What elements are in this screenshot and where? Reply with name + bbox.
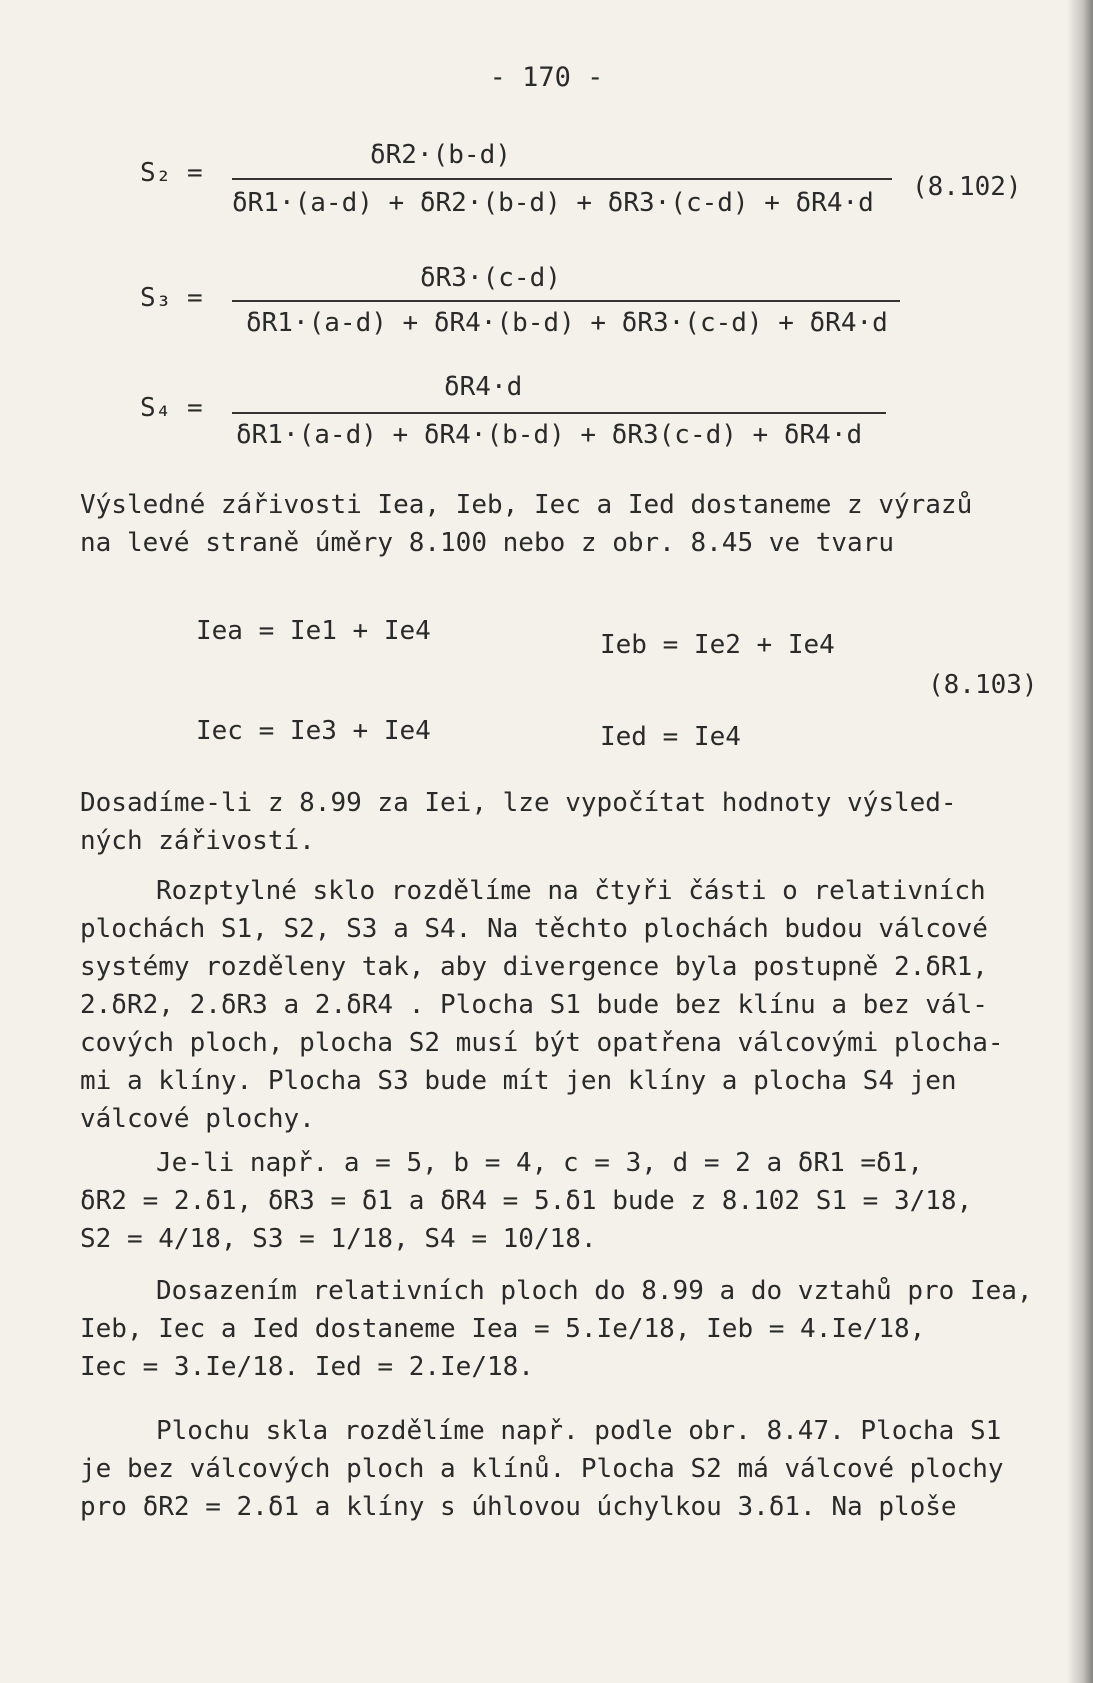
paragraph-3-line-3: systémy rozděleny tak, aby divergence byla postupně 2.δR1, bbox=[80, 952, 988, 982]
paragraph-2 bbox=[80, 784, 1040, 860]
s2-fraction-bar bbox=[232, 178, 892, 180]
paragraph-5-line-3: Iec = 3.Ie/18. Ied = 2.Ie/18. bbox=[80, 1352, 534, 1382]
page-number: - 170 - bbox=[489, 62, 604, 93]
eq-iea: Iea = Ie1 + Ie4 bbox=[196, 616, 431, 646]
paragraph-6-line-3: pro δR2 = 2.δ1 a klíny s úhlovou úchylkou 3.δ1. Na ploše bbox=[80, 1492, 957, 1522]
paragraph-5-line-2: Ieb, Iec a Ied dostaneme Iea = 5.Ie/18, Ieb = 4.Ie/18, bbox=[80, 1314, 926, 1344]
eq-ied: Ied = Ie4 bbox=[600, 722, 741, 752]
paragraph-6-line-2: je bez válcových ploch a klínů. Plocha S2 má válcové plochy bbox=[80, 1454, 1004, 1484]
page-edge-shadow bbox=[1067, 0, 1093, 1683]
s3-denominator: δR1·(a-d) + δR4·(b-d) + δR3·(c-d) + δR4·d bbox=[246, 308, 888, 338]
paragraph-3-line-1: Rozptylné sklo rozdělíme na čtyři části o relativních bbox=[156, 876, 986, 906]
paragraph-5 bbox=[80, 1272, 1040, 1386]
s3-lhs: S₃ = bbox=[140, 283, 203, 313]
paragraph-4-line-1: Je-li např. a = 5, b = 4, c = 3, d = 2 a δR1 =δ1, bbox=[156, 1148, 924, 1178]
s3-fraction-bar bbox=[232, 300, 900, 302]
paragraph-2-line-1: Dosadíme-li z 8.99 za Iei, lze vypočítat hodnoty výsled- bbox=[80, 788, 957, 818]
s2-denominator: δR1·(a-d) + δR2·(b-d) + δR3·(c-d) + δR4·d bbox=[232, 188, 874, 218]
paragraph-1-line-2: na levé straně úměry 8.100 nebo z obr. 8.45 ve tvaru bbox=[80, 528, 894, 558]
eq-ieb: Ieb = Ie2 + Ie4 bbox=[600, 630, 835, 660]
eq-iec: Iec = Ie3 + Ie4 bbox=[196, 716, 431, 746]
paragraph-1-line-1: Výsledné zářivosti Iea, Ieb, Iec a Ied dostaneme z výrazů bbox=[80, 490, 973, 520]
s4-numerator: δR4·d bbox=[444, 372, 523, 402]
paragraph-4-line-2: δR2 = 2.δ1, δR3 = δ1 a δR4 = 5.δ1 bude z 8.102 S1 = 3/18, bbox=[80, 1186, 973, 1216]
paragraph-3-line-5: cových ploch, plocha S2 musí být opatřena válcovými plocha- bbox=[80, 1028, 1004, 1058]
paragraph-4 bbox=[80, 1144, 1040, 1258]
s3-numerator: δR3·(c-d) bbox=[420, 263, 561, 293]
paragraph-3-line-6: mi a klíny. Plocha S3 bude mít jen klíny a plocha S4 jen bbox=[80, 1066, 957, 1096]
eq-label-8-102: (8.102) bbox=[912, 172, 1022, 202]
s4-lhs: S₄ = bbox=[140, 393, 203, 423]
paragraph-1 bbox=[80, 486, 1040, 562]
eq-label-8-103: (8.103) bbox=[928, 670, 1038, 700]
s2-numerator: δR2·(b-d) bbox=[370, 140, 511, 170]
s4-fraction-bar bbox=[232, 412, 886, 414]
paragraph-3 bbox=[80, 872, 1040, 1138]
paragraph-4-line-3: S2 = 4/18, S3 = 1/18, S4 = 10/18. bbox=[80, 1224, 597, 1254]
s4-denominator: δR1·(a-d) + δR4·(b-d) + δR3(c-d) + δR4·d bbox=[236, 420, 863, 450]
paragraph-3-line-2: plochách S1, S2, S3 a S4. Na těchto plochách budou válcové bbox=[80, 914, 988, 944]
paragraph-6 bbox=[80, 1412, 1040, 1526]
paragraph-3-line-7: válcové plochy. bbox=[80, 1104, 315, 1134]
paragraph-5-line-1: Dosazením relativních ploch do 8.99 a do vztahů pro Iea, bbox=[156, 1276, 1033, 1306]
paragraph-3-line-4: 2.δR2, 2.δR3 a 2.δR4 . Plocha S1 bude bez klínu a bez vál- bbox=[80, 990, 988, 1020]
s2-lhs: S₂ = bbox=[140, 158, 203, 188]
paragraph-6-line-1: Plochu skla rozdělíme např. podle obr. 8.47. Plocha S1 bbox=[156, 1416, 1002, 1446]
paragraph-2-line-2: ných zářivostí. bbox=[80, 826, 315, 856]
